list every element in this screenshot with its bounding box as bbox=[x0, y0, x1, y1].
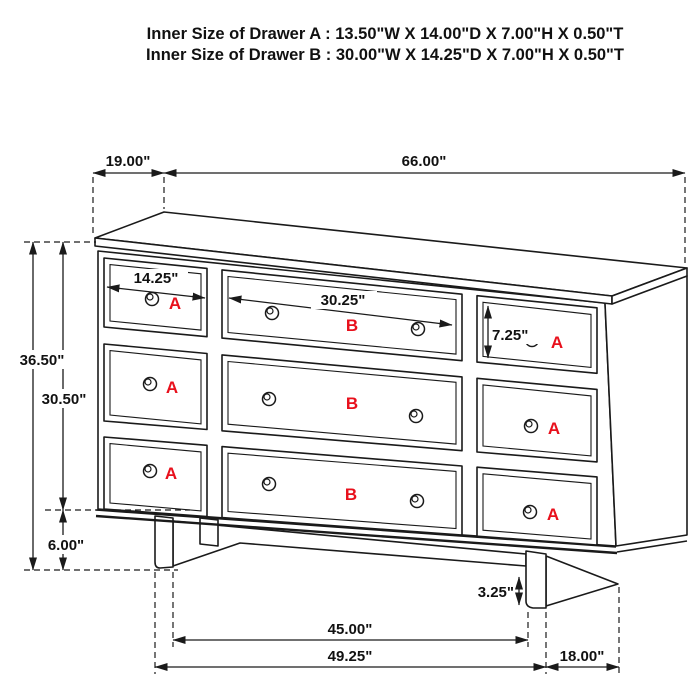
drawer-knob bbox=[266, 307, 279, 320]
drawer-label: A bbox=[168, 294, 182, 313]
dim-label-top-depth: 19.00" bbox=[105, 153, 151, 170]
dim-label-side-depth: 18.00" bbox=[559, 648, 605, 665]
front-right-leg bbox=[526, 551, 546, 608]
dim-label-foot-clearance: 3.25" bbox=[477, 584, 514, 601]
dim-label-inner-leg-span: 45.00" bbox=[327, 621, 373, 638]
rear-left-leg bbox=[200, 518, 218, 546]
drawer-knob bbox=[525, 420, 538, 433]
drawer-a-row2-right bbox=[477, 378, 597, 462]
drawer-label: B bbox=[345, 394, 359, 413]
header bbox=[146, 25, 624, 64]
drawer-label: A bbox=[546, 505, 560, 524]
drawer-knob bbox=[263, 393, 276, 406]
drawer-knob bbox=[524, 506, 537, 519]
dim-label-top-width: 66.00" bbox=[401, 153, 447, 170]
drawer-label: B bbox=[344, 485, 358, 504]
drawer-knob bbox=[263, 478, 276, 491]
dim-label-drawer-a-width: 14.25" bbox=[133, 270, 179, 287]
right-leg-bracket bbox=[546, 556, 618, 606]
drawer-knob bbox=[412, 323, 425, 336]
dim-label-case-height: 30.50" bbox=[41, 391, 87, 408]
drawer-label: A bbox=[164, 464, 178, 483]
drawer-a-row3-left bbox=[104, 437, 207, 517]
drawer-knob bbox=[146, 293, 159, 306]
right-side-panel bbox=[605, 276, 687, 546]
dim-label-total-height: 36.50" bbox=[19, 352, 65, 369]
drawer-knob bbox=[144, 378, 157, 391]
drawer-label: A bbox=[550, 333, 564, 352]
drawer-label: B bbox=[345, 316, 359, 335]
drawer-label: A bbox=[165, 378, 179, 397]
drawer-a-row3-right bbox=[477, 467, 597, 545]
drawer-label: A bbox=[547, 419, 561, 438]
drawer-knob bbox=[144, 465, 157, 478]
drawer-knob bbox=[411, 495, 424, 508]
dim-label-drawer-height: 7.25" bbox=[492, 327, 529, 344]
drawer-knob bbox=[410, 410, 423, 423]
header-line-1: Inner Size of Drawer A : 13.50"W X 14.00"D X 7.00"H X 0.50"T bbox=[146, 25, 624, 43]
dim-label-leg-height: 6.00" bbox=[47, 537, 85, 554]
dim-label-drawer-b-width: 30.25" bbox=[320, 292, 366, 309]
dim-label-outer-leg-span: 49.25" bbox=[327, 648, 373, 665]
front-left-leg bbox=[155, 516, 173, 568]
header-line-2: Inner Size of Drawer B : 30.00"W X 14.25"D X 7.00"H X 0.50"T bbox=[146, 46, 624, 64]
